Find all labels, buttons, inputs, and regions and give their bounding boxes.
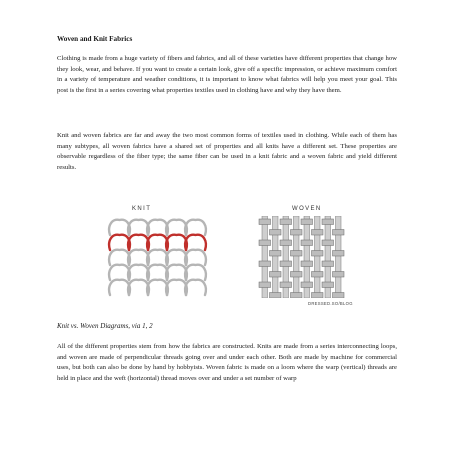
knit-loop-highlight [109,235,130,250]
weft-thread-segment [259,282,271,288]
weft-thread-segment [333,272,345,278]
weft-thread-segment [312,293,324,299]
knit-loop [128,265,149,280]
figure-caption: Knit vs. Woven Diagrams, via 1, 2 [57,322,153,330]
warp-thread [273,216,279,298]
weft-thread-segment [301,240,313,246]
weft-thread-segment [333,293,345,299]
paragraph-construction: All of the different properties stem from how the fabrics are constructed. Knits are made from a series interconnecting loops, and woven are made of perpendicular threads going over and under each other. Both are made by machine for commercial uses, but both can also be done by hand by hobbyists. Woven fabric is made on a loom where the warp (vertical) threads are held in place and the weft (horizontal) thread moves over and under a set number of warp [57,343,397,382]
knit-label: KNIT [132,206,152,212]
weft-thread-segment [322,240,334,246]
knit-loop [147,250,168,265]
image-credit: DRESSED.SO/BLOG [308,301,353,306]
weft-thread-segment [312,251,324,257]
knit-loop [147,280,168,295]
knit-loop-highlight [166,235,187,250]
weft-thread-segment [280,282,292,288]
knit-loop-highlight [147,235,168,250]
weft-thread-segment [280,219,292,225]
knit-loop-highlight [128,235,149,250]
knit-loop [166,220,187,235]
weft-thread-segment [291,230,303,236]
knit-loop [109,220,130,235]
knit-vs-woven-figure [100,200,360,312]
weft-thread-segment [301,282,313,288]
knit-loop [185,220,206,235]
weft-thread-segment [280,240,292,246]
weft-thread-segment [259,261,271,267]
weft-thread-segment [301,219,313,225]
weft-thread-segment [301,261,313,267]
knit-loop [185,250,206,265]
knit-loop [147,220,168,235]
weft-thread-segment [270,272,282,278]
weft-thread-segment [291,251,303,257]
paragraph-intro: Clothing is made from a huge variety of fibers and fabrics, and all of these varieties have different properties that change how they look, wear, and behave. If you want to create a certain look, give off a specific impression, or achieve maximum comfort in a variety of temperature and weather conditions, it is important to know what fabrics will help you meet your goal. This post is the first in a series covering what properties textiles used in clothing have and why they have them. [57,55,397,94]
weft-thread-segment [259,240,271,246]
weft-thread-segment [312,272,324,278]
weft-thread-segment [322,219,334,225]
woven-diagram [258,216,350,298]
knit-loop [166,280,187,295]
weft-thread-segment [259,219,271,225]
warp-thread [315,216,321,298]
weft-thread-segment [333,251,345,257]
knit-loop [128,250,149,265]
warp-thread [336,216,342,298]
weft-thread-segment [291,293,303,299]
paragraph-knit-woven: Knit and woven fabrics are far and away the two most common forms of textiles used in clothing. While each of them has many subtypes, all woven fabrics have a shared set of properties and all knits have a different set. These properties are observable regardless of the fiber type; the same fiber can be used in a knit fabric and a woven fabric and yield different results. [57,132,397,171]
knit-loop-highlight [185,235,206,250]
weft-thread-segment [312,230,324,236]
warp-thread [294,216,300,298]
knit-loop [166,250,187,265]
weft-thread-segment [280,261,292,267]
weft-thread-segment [333,230,345,236]
knit-loop [109,280,130,295]
knit-loop [185,265,206,280]
weft-thread-segment [322,282,334,288]
knit-loop [109,265,130,280]
knit-loop [166,265,187,280]
knit-loop [128,280,149,295]
knit-loop [185,280,206,295]
knit-loop [109,250,130,265]
document-title: Woven and Knit Fabrics [57,35,133,43]
knit-diagram [100,214,210,299]
weft-thread-segment [322,261,334,267]
knit-loop [147,265,168,280]
weft-thread-segment [270,230,282,236]
weft-thread-segment [270,293,282,299]
woven-label: WOVEN [292,206,322,212]
knit-loop [128,220,149,235]
weft-thread-segment [291,272,303,278]
weft-thread-segment [270,251,282,257]
